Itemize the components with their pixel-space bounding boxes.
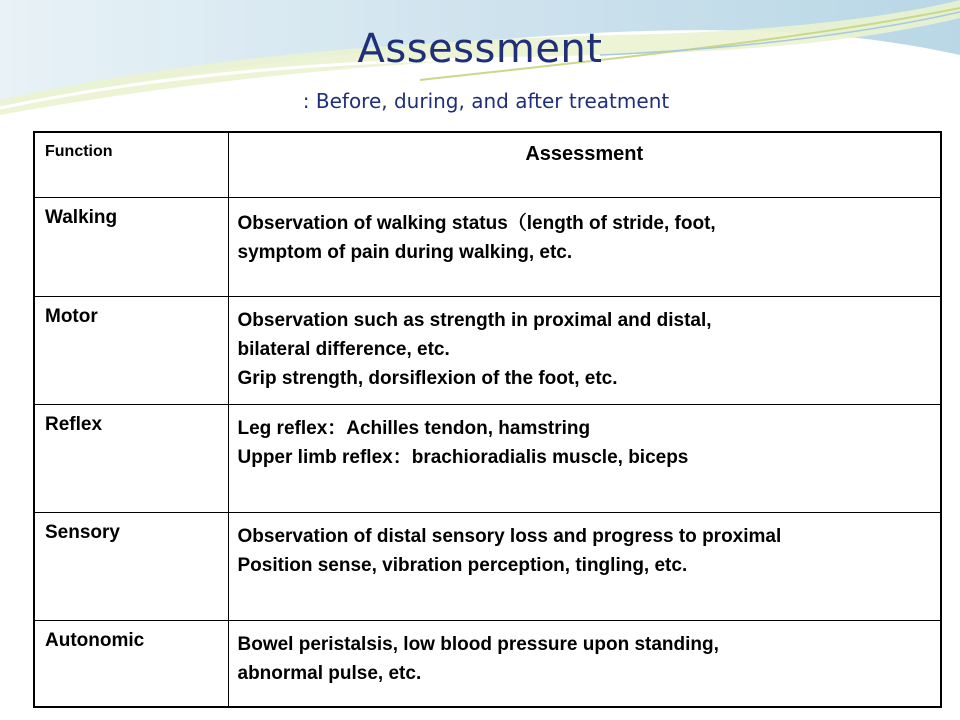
assessment-line: Observation such as strength in proximal and distal, xyxy=(237,310,712,331)
assessment-line: Grip strength, dorsiflexion of the foot, etc. xyxy=(237,368,618,389)
table-row-walking xyxy=(34,198,941,297)
assessment-cell xyxy=(228,297,941,405)
assessment-line: Leg reflex：Achilles tendon, hamstring xyxy=(237,418,591,439)
table-header-row xyxy=(34,132,941,198)
assessment-cell xyxy=(228,405,941,513)
table-row-motor xyxy=(34,297,941,405)
assessment-table xyxy=(33,131,942,708)
function-cell: Walking xyxy=(34,198,228,297)
header-assessment: Assessment xyxy=(228,132,941,198)
table-row-reflex xyxy=(34,405,941,513)
assessment-line: Upper limb reflex：brachioradialis muscle, biceps xyxy=(237,447,689,468)
function-cell: Reflex xyxy=(34,405,228,513)
slide-subtitle: : Before, during, and after treatment xyxy=(302,89,670,113)
header-function: Function xyxy=(34,132,228,198)
assessment-line: symptom of pain during walking, etc. xyxy=(237,242,573,263)
function-cell: Motor xyxy=(34,297,228,405)
function-cell: Autonomic xyxy=(34,621,228,707)
table-row-autonomic xyxy=(34,621,941,707)
assessment-line: abnormal pulse, etc. xyxy=(237,663,422,684)
assessment-cell xyxy=(228,621,941,707)
assessment-cell xyxy=(228,513,941,621)
assessment-line: Observation of distal sensory loss and progress to proximal xyxy=(237,526,782,547)
assessment-cell xyxy=(228,198,941,297)
function-cell: Sensory xyxy=(34,513,228,621)
assessment-line: Position sense, vibration perception, tingling, etc. xyxy=(237,555,688,576)
slide-title: Assessment xyxy=(357,26,603,72)
assessment-line: bilateral difference, etc. xyxy=(237,339,450,360)
assessment-line: Observation of walking status（length of stride, foot, xyxy=(237,213,716,234)
assessment-line: Bowel peristalsis, low blood pressure upon standing, xyxy=(237,634,719,655)
table-row-sensory xyxy=(34,513,941,621)
